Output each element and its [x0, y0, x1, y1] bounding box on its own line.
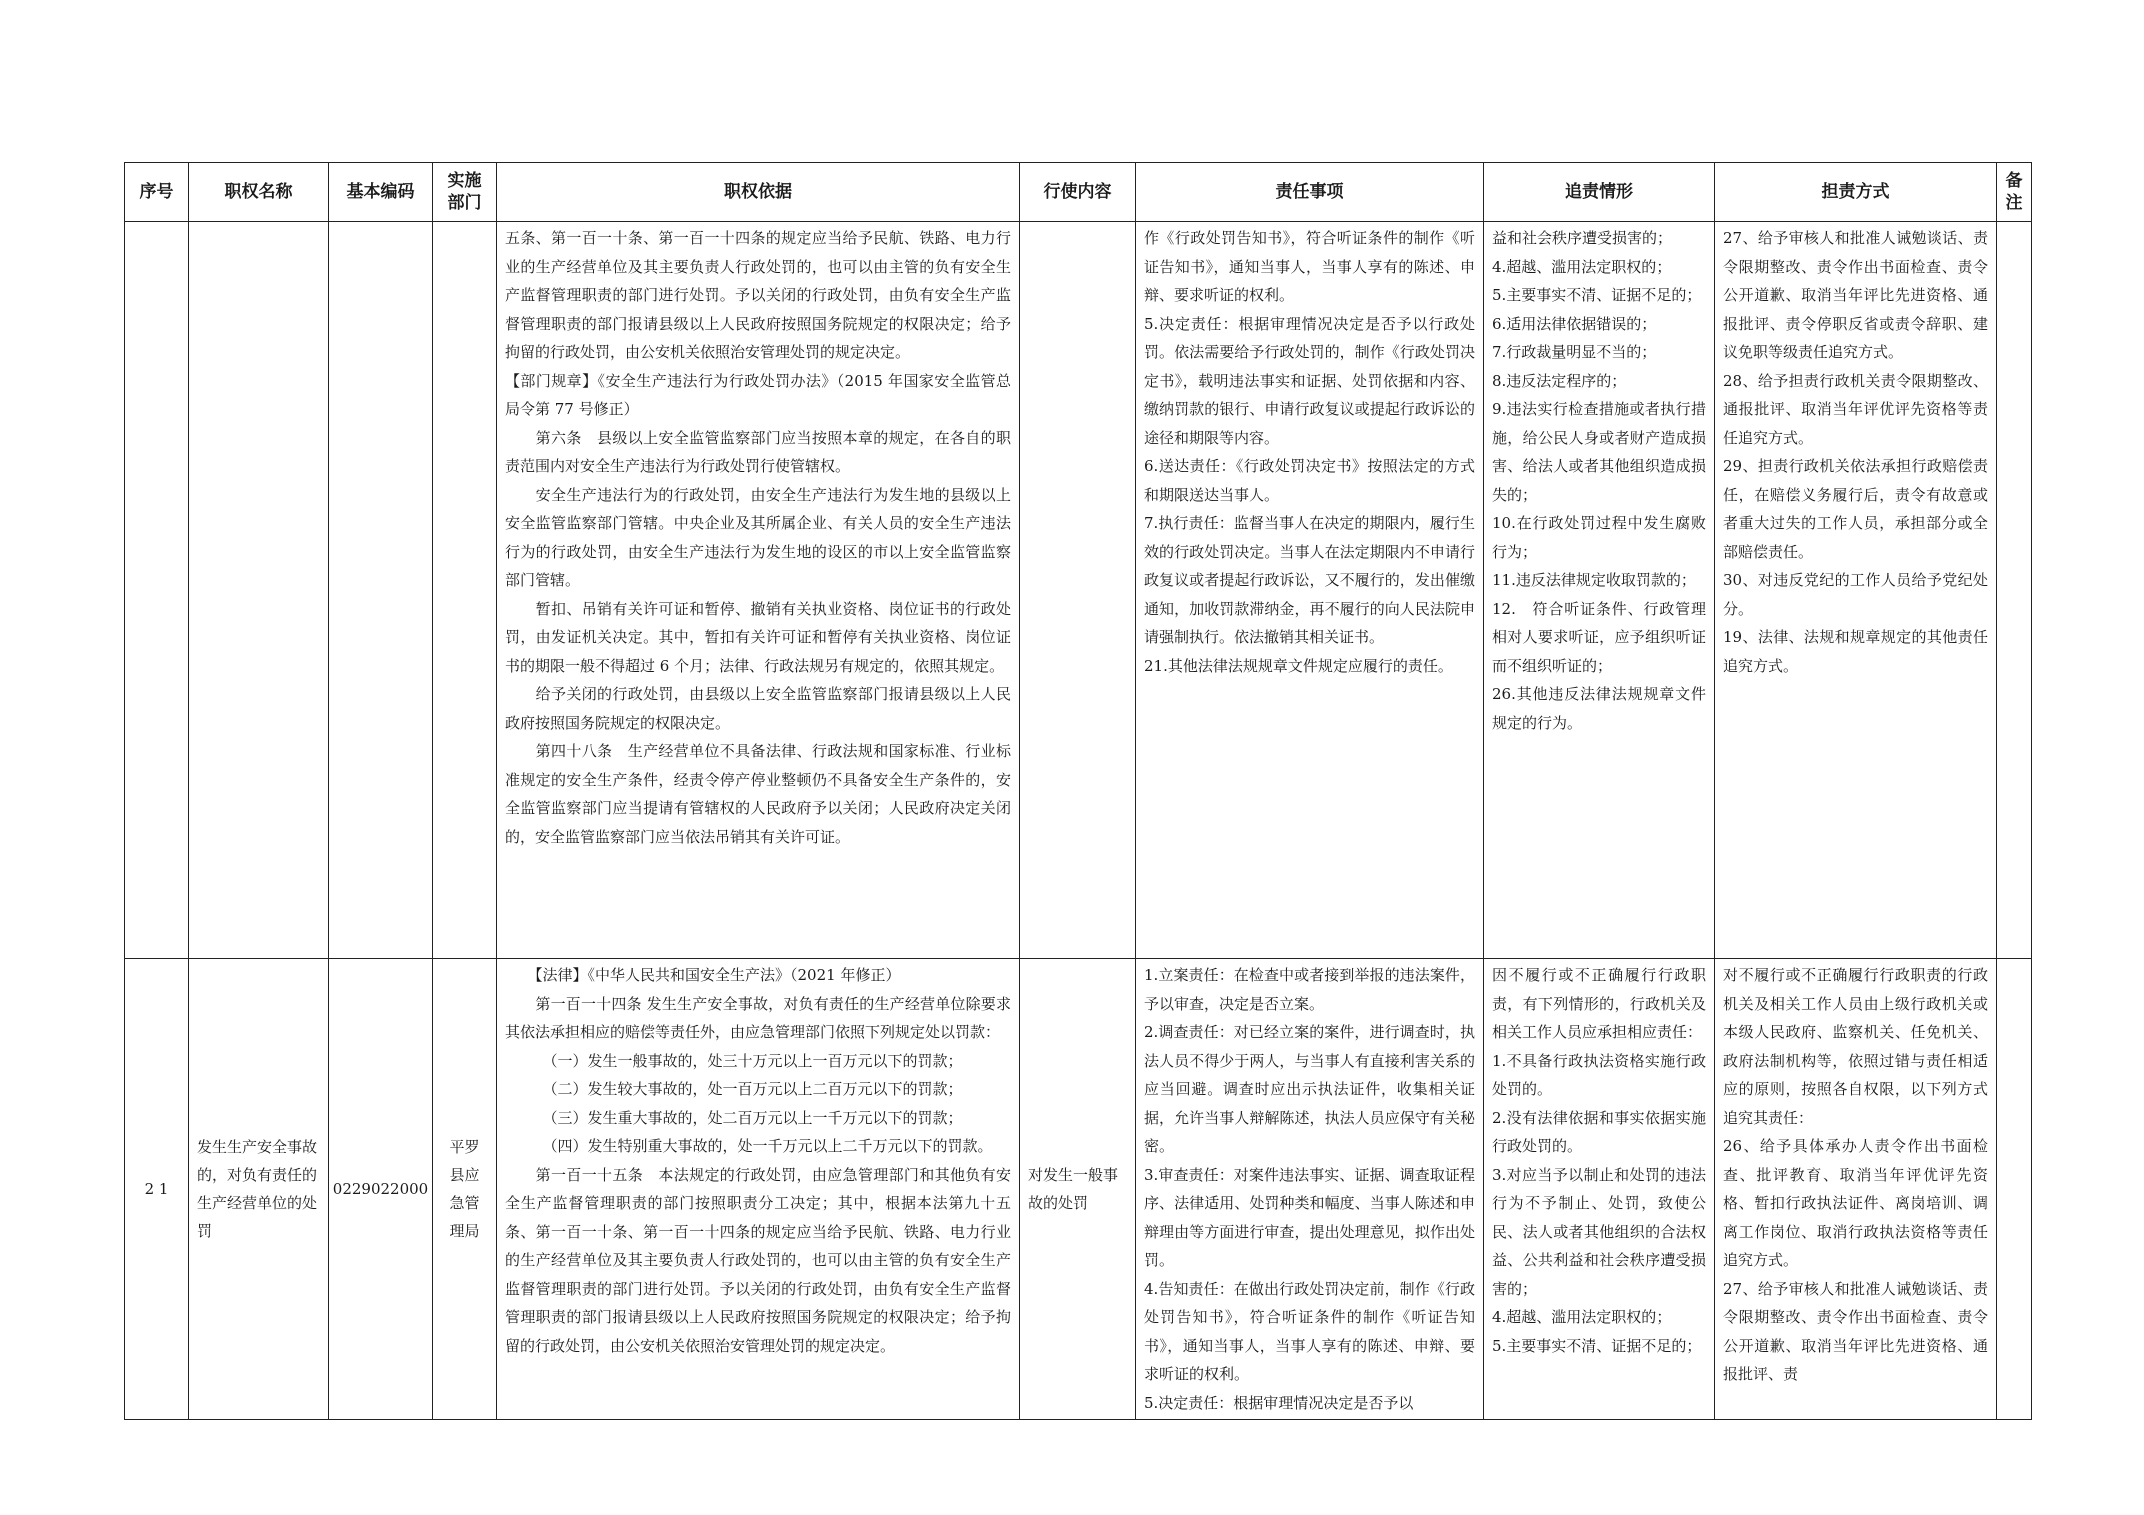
liability-text: 对不履行或不正确履行行政职责的行政机关及相关工作人员由上级行政机关或本级人民政府、监察机关、任免机关、政府法制机构等，依照过错与责任相适应的原则，按照各自权限，以下列方式追究其责任： 26、给予具体承办人责令作出书面检查、批评教育、取消当年评优评先资格、暂扣行政执法证件、离岗培训、调离工作岗位、取消行政执法资格等责任追究方式。 27、给予审核人和批准人诫勉谈话、责令限期整改、责令作出书面检查、责令公开道歉、取消当年评比先进资格、通报批评、责 [1723, 966, 1988, 1383]
cell-dept [433, 959, 497, 1420]
basis-text: 五条、第一百一十条、第一百一十四条的规定应当给予民航、铁路、电力行业的生产经营单位及其主要负责人行政处罚的，也可以由主管的负有安全生产监督管理职责的部门进行处罚。予以关闭的行政处罚，由负有安全生产监督管理职责的部门报请县级以上人民政府按照国务院规定的权限决定；给予拘留的行政处罚，由公安机关依照治安管理处罚的规定决定。 【部门规章】《安全生产违法行为行政处罚办法》（2015 年国家安全监管总局令第 77 号修正） 第六条 县级以上安全监管监察部门应当按照本章的规定，在各自的职责范围内对安全生产违法行为行政处罚行使管辖权。 安全生产违法行为的行政处罚，由安全生产违法行为发生地的县级以上安全监管监察部门管辖。中央企业及其所属企业、有关人员的安全生产违法行为的行政处罚，由安全生产违法行为发生地的设区的市以上安全监管监察部门管辖。 暂扣、吊销有关许可证和暂停、撤销有关执业资格、岗位证书的行政处罚，由发证机关决定。其中，暂扣有关许可证和暂停有关执业资格、岗位证书的期限一般不得超过 6 个月；法律、行政法规另有规定的，依照其规定。 给予关闭的行政处罚，由县级以上安全监管监察部门报请县级以上人民政府按照国务院规定的权限决定。 第四十八条 生产经营单位不具备法律、行政法规和国家标准、行业标准规定的安全生产条件，经责令停产停业整顿仍不具备安全生产条件的，安全监管监察部门应当提请有管辖权的人民政府予以关闭；人民政府决定关闭的，安全监管监察部门应当依法吊销其有关许可证。 [505, 229, 1011, 846]
cell-liability [1715, 959, 1997, 1420]
cell-basis [497, 222, 1020, 959]
code-text: 0229022000 [332, 1180, 429, 1198]
cell-remark [1997, 222, 2032, 959]
cell-remark [1997, 959, 2032, 1420]
basis-text: 【法律】《中华人民共和国安全生产法》（2021 年修正） 第一百一十四条 发生生产安全事故，对负有责任的生产经营单位除要求其依法承担相应的赔偿等责任外，由应急管理部门依照下列规定处以罚款： （一）发生一般事故的，处三十万元以上一百万元以下的罚款； （二）发生较大事故的，处一百万元以上二百万元以下的罚款； （三）发生重大事故的，处二百万元以上一千万元以下的罚款； （四）发生特别重大事故的，处一千万元以上二千万元以下的罚款。 第一百一十五条 本法规定的行政处罚，由应急管理部门和其他负有安全生产监督管理职责的部门按照职责分工决定；其中，根据本法第九十五条、第一百一十条、第一百一十四条的规定应当给予民航、铁路、电力行业的生产经营单位及其主要负责人行政处罚的，也可以由主管的负有安全生产监督管理职责的部门进行处罚。予以关闭的行政处罚，由负有安全生产监督管理职责的部门报请县级以上人民政府按照国务院规定的权限决定；给予拘留的行政处罚，由公安机关依照治安管理处罚的规定决定。 [505, 966, 1011, 1355]
dept-text: 平罗县应急管理局 [449, 1138, 480, 1240]
cell-code [329, 222, 433, 959]
cell-name [189, 222, 329, 959]
cell-content [1020, 222, 1136, 959]
cell-content [1020, 959, 1136, 1420]
cell-seq [125, 959, 189, 1420]
cell-duties [1136, 222, 1484, 959]
cell-accountability [1484, 222, 1715, 959]
header-basis: 职权依据 [497, 163, 1020, 222]
header-row [125, 163, 2032, 222]
header-accountability: 追责情形 [1484, 163, 1715, 222]
liability-text: 27、给予审核人和批准人诫勉谈话、责令限期整改、责令作出书面检查、责令公开道歉、取消当年评比先进资格、通报批评、责令停职反省或责令辞职、建议免职等级责任追究方式。 28、给予担责行政机关责令限期整改、通报批评、取消当年评优评先资格等责任追究方式。 29、担责行政机关依法承担行政赔偿责任，在赔偿义务履行后，责令有故意或者重大过失的工作人员，承担部分或全部赔偿责任。 30、对违反党纪的工作人员给予党纪处分。 19、法律、法规和规章规定的其他责任追究方式。 [1723, 229, 1988, 675]
header-name: 职权名称 [189, 163, 329, 222]
name-text: 发生生产安全事故的，对负有责任的生产经营单位的处罚 [197, 1138, 318, 1240]
cell-liability [1715, 222, 1997, 959]
cell-basis [497, 959, 1020, 1420]
accountability-text: 益和社会秩序遭受损害的； 4.超越、滥用法定职权的； 5.主要事实不清、证据不足的； 6.适用法律依据错误的； 7.行政裁量明显不当的； 8.违反法定程序的； 9.违法实行检查措施或者执行措施，给公民人身或者财产造成损害、给法人或者其他组织造成损失的； 10.在行政处罚过程中发生腐败行为； 11.违反法律规定收取罚款的； 12. 符合听证条件、行政管理相对人要求听证，应予组织听证而不组织听证的； 26.其他违反法律法规规章文件规定的行为。 [1492, 229, 1706, 732]
header-seq: 序号 [125, 163, 189, 222]
header-content: 行使内容 [1020, 163, 1136, 222]
cell-code [329, 959, 433, 1420]
cell-seq [125, 222, 189, 959]
accountability-text: 因不履行或不正确履行行政职责，有下列情形的，行政机关及相关工作人员应承担相应责任： 1.不具备行政执法资格实施行政处罚的。 2.没有法律依据和事实依据实施行政处罚的。 3.对应当予以制止和处罚的违法行为不予制止、处罚，致使公民、法人或者其他组织的合法权益、公共利益和社会秩序遭受损害的； 4.超越、滥用法定职权的； 5.主要事实不清、证据不足的； [1492, 966, 1706, 1355]
header-code: 基本编码 [329, 163, 433, 222]
cell-duties [1136, 959, 1484, 1420]
table-row [125, 959, 2032, 1420]
content-text: 对发生一般事故的处罚 [1028, 1166, 1119, 1212]
header-dept: 实施 部门 [433, 163, 497, 222]
table-row [125, 222, 2032, 959]
seq-text: 2 1 [144, 1180, 169, 1198]
duties-text: 1.立案责任：在检查中或者接到举报的违法案件，予以审查，决定是否立案。 2.调查责任：对已经立案的案件，进行调查时，执法人员不得少于两人，与当事人有直接利害关系的应当回避。调查时应出示执法证件，收集相关证据，允许当事人辩解陈述，执法人员应保守有关秘密。 3.审查责任：对案件违法事实、证据、调查取证程序、法律适用、处罚种类和幅度、当事人陈述和申辩理由等方面进行审查，提出处理意见，拟作出处罚。 4.告知责任：在做出行政处罚决定前，制作《行政处罚告知书》，符合听证条件的制作《听证告知书》，通知当事人，当事人享有的陈述、申辩、要求听证的权利。 5.决定责任：根据审理情况决定是否予以 [1144, 966, 1475, 1412]
header-remark: 备 注 [1997, 163, 2032, 222]
cell-dept [433, 222, 497, 959]
duties-text: 作《行政处罚告知书》，符合听证条件的制作《听证告知书》，通知当事人，当事人享有的陈述、申辩、要求听证的权利。 5.决定责任：根据审理情况决定是否予以行政处罚。依法需要给予行政处罚的，制作《行政处罚决定书》，载明违法事实和证据、处罚依据和内容、缴纳罚款的银行、申请行政复议或提起行政诉讼的途径和期限等内容。 6.送达责任：《行政处罚决定书》按照法定的方式和期限送达当事人。 7.执行责任：监督当事人在决定的期限内，履行生效的行政处罚决定。当事人在法定期限内不申请行政复议或者提起行政诉讼，又不履行的，发出催缴通知，加收罚款滞纳金，再不履行的向人民法院申请强制执行。依法撤销其相关证书。 21.其他法律法规规章文件规定应履行的责任。 [1144, 229, 1475, 675]
header-duties: 责任事项 [1136, 163, 1484, 222]
power-list-table [124, 162, 2032, 1420]
cell-name [189, 959, 329, 1420]
cell-accountability [1484, 959, 1715, 1420]
header-liability: 担责方式 [1715, 163, 1997, 222]
